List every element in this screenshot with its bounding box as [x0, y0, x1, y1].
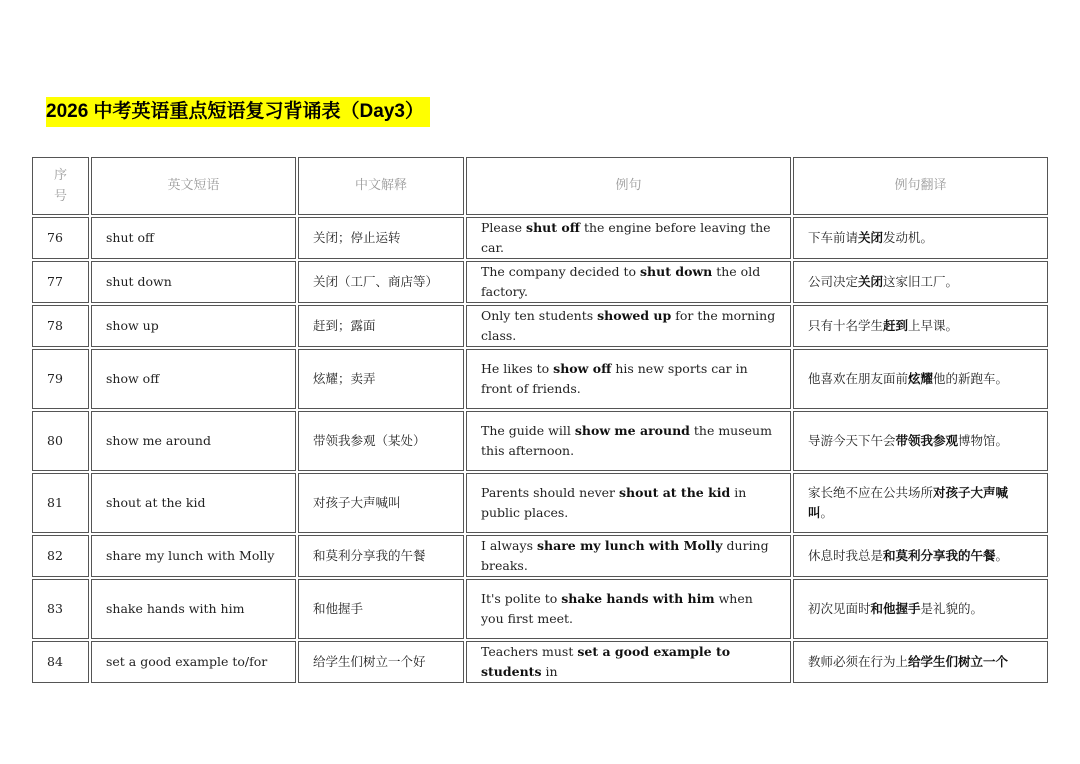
text-segment: 休息时我总是	[808, 548, 884, 563]
highlighted-phrase: 关闭	[858, 274, 884, 289]
text-segment: Parents should never	[481, 485, 620, 500]
highlighted-phrase: showed up	[597, 308, 672, 323]
text-segment: 。	[995, 548, 1009, 563]
row-translation	[793, 411, 1048, 471]
text-segment: 公司决定	[808, 274, 859, 289]
table-row	[32, 535, 1048, 577]
row-phrase: shake hands with him	[91, 579, 296, 639]
header-meaning: 中文解释	[298, 157, 464, 215]
row-translation	[793, 217, 1048, 259]
highlighted-phrase: shake hands with him	[561, 591, 715, 606]
row-phrase: show up	[91, 305, 296, 347]
text-segment: 是礼貌的。	[920, 601, 984, 616]
row-example	[466, 349, 791, 409]
text-segment: the old factory.	[481, 264, 761, 299]
text-segment: I always	[481, 538, 537, 553]
highlighted-phrase: 和他握手	[870, 601, 921, 616]
row-number: 80	[32, 411, 89, 471]
table-row	[32, 641, 1048, 683]
header-index-line1: 序	[53, 168, 67, 183]
row-translation	[793, 641, 1048, 683]
row-meaning: 关闭（工厂、商店等）	[298, 261, 464, 303]
text-segment: the engine before leaving the car.	[481, 220, 771, 255]
row-meaning: 和他握手	[298, 579, 464, 639]
header-index-line2: 号	[53, 189, 67, 204]
row-example	[466, 305, 791, 347]
row-number: 78	[32, 305, 89, 347]
text-segment: for the morning class.	[481, 308, 776, 343]
table-row	[32, 305, 1048, 347]
text-segment: 上早课。	[908, 318, 959, 333]
row-meaning: 关闭；停止运转	[298, 217, 464, 259]
row-example	[466, 261, 791, 303]
highlighted-phrase: 炫耀	[908, 371, 934, 386]
text-segment: Please	[481, 220, 527, 235]
page-title: 2026 中考英语重点短语复习背诵表（Day3）	[46, 97, 430, 127]
row-phrase: show me around	[91, 411, 296, 471]
row-number: 81	[32, 473, 89, 533]
highlighted-phrase: show off	[553, 361, 612, 376]
text-segment: 教师必须在行为上	[808, 654, 909, 669]
row-number: 83	[32, 579, 89, 639]
highlighted-phrase: 对孩子大声喊叫	[808, 485, 1009, 520]
header-index	[32, 157, 89, 215]
highlighted-phrase: 带领我参观	[895, 433, 959, 448]
highlighted-phrase: show me around	[574, 423, 690, 438]
text-segment: the museum this afternoon.	[481, 423, 772, 458]
row-translation	[793, 579, 1048, 639]
text-segment: 。	[820, 505, 834, 520]
row-meaning: 赶到；露面	[298, 305, 464, 347]
row-number: 84	[32, 641, 89, 683]
row-phrase: share my lunch with Molly	[91, 535, 296, 577]
text-segment: Only ten students	[481, 308, 598, 323]
highlighted-phrase: 关闭	[858, 230, 884, 245]
text-segment: 发动机。	[883, 230, 934, 245]
text-segment: 他的新跑车。	[933, 371, 1009, 386]
row-translation	[793, 473, 1048, 533]
row-phrase: shout at the kid	[91, 473, 296, 533]
text-segment: 下车前请	[808, 230, 859, 245]
text-segment: 这家旧工厂。	[883, 274, 959, 289]
header-example: 例句	[466, 157, 791, 215]
header-translation: 例句翻译	[793, 157, 1048, 215]
text-segment: 博物馆。	[958, 433, 1009, 448]
text-segment: his new sports car in front of friends.	[481, 361, 748, 396]
row-number: 79	[32, 349, 89, 409]
text-segment: Teachers must	[481, 644, 578, 659]
text-segment: 他喜欢在朋友面前	[808, 371, 909, 386]
highlighted-phrase: set a good example to students	[481, 644, 731, 679]
text-segment: 只有十名学生	[808, 318, 884, 333]
row-phrase: set a good example to/for	[91, 641, 296, 683]
text-segment: The guide will	[481, 423, 575, 438]
text-segment: when you first meet.	[481, 591, 753, 626]
table-row	[32, 349, 1048, 409]
row-translation	[793, 349, 1048, 409]
highlighted-phrase: shout at the kid	[619, 485, 731, 500]
highlighted-phrase: 赶到	[883, 318, 909, 333]
highlighted-phrase: 给学生们树立一个	[908, 654, 1009, 669]
phrase-table	[30, 155, 1050, 685]
text-segment: 初次见面时	[808, 601, 871, 616]
row-example	[466, 411, 791, 471]
row-example	[466, 535, 791, 577]
row-phrase: shut off	[91, 217, 296, 259]
row-meaning: 炫耀；卖弄	[298, 349, 464, 409]
highlighted-phrase: shut down	[639, 264, 713, 279]
text-segment: during breaks.	[481, 538, 769, 573]
row-number: 77	[32, 261, 89, 303]
text-segment: He likes to	[481, 361, 554, 376]
text-segment: The company decided to	[481, 264, 640, 279]
highlighted-phrase: 和莫利分享我的午餐	[883, 548, 996, 563]
text-segment: 家长绝不应在公共场所	[808, 485, 934, 500]
row-number: 82	[32, 535, 89, 577]
table-row	[32, 261, 1048, 303]
table-row	[32, 411, 1048, 471]
text-segment: in public places.	[481, 485, 747, 520]
row-example	[466, 217, 791, 259]
highlighted-phrase: shut off	[526, 220, 580, 235]
text-segment: It's polite to	[481, 591, 562, 606]
row-meaning: 和莫利分享我的午餐	[298, 535, 464, 577]
table-row	[32, 473, 1048, 533]
row-translation	[793, 305, 1048, 347]
row-meaning: 给学生们树立一个好	[298, 641, 464, 683]
text-segment: 导游今天下午会	[808, 433, 896, 448]
row-example	[466, 579, 791, 639]
table-row	[32, 579, 1048, 639]
row-translation	[793, 535, 1048, 577]
table-row	[32, 217, 1048, 259]
highlighted-phrase: share my lunch with Molly	[536, 538, 723, 553]
text-segment: in	[541, 664, 558, 679]
row-meaning: 带领我参观（某处）	[298, 411, 464, 471]
row-translation	[793, 261, 1048, 303]
row-example	[466, 473, 791, 533]
table-header-row	[32, 157, 1048, 215]
row-example	[466, 641, 791, 683]
header-phrase: 英文短语	[91, 157, 296, 215]
row-phrase: show off	[91, 349, 296, 409]
row-number: 76	[32, 217, 89, 259]
row-meaning: 对孩子大声喊叫	[298, 473, 464, 533]
row-phrase: shut down	[91, 261, 296, 303]
